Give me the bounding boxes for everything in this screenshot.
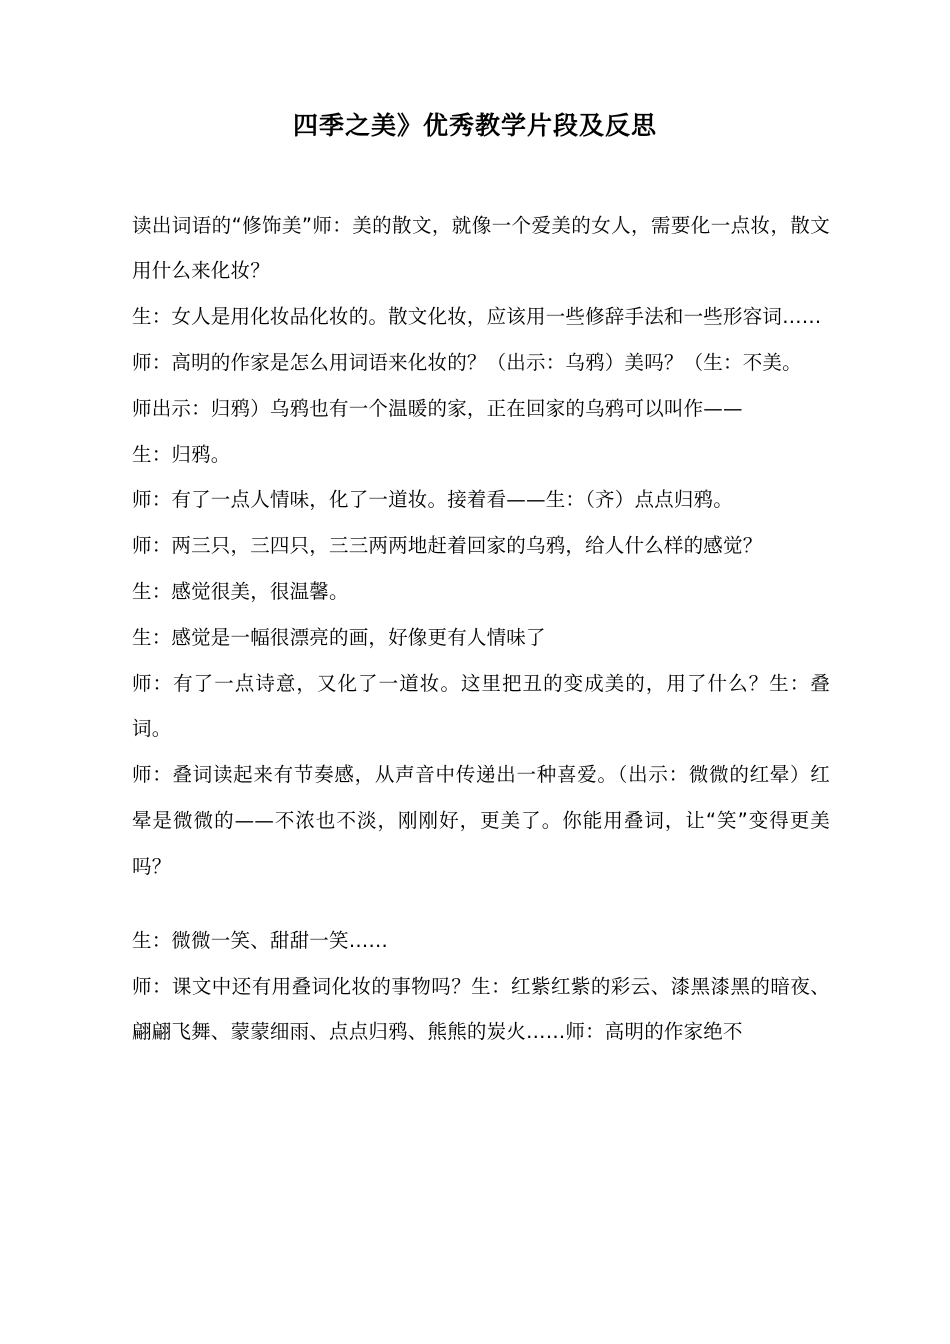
page-title: 四季之美》优秀教学片段及反思 [292,111,657,140]
paragraph: 师：两三只，三四只，三三两两地赶着回家的乌鸦，给人什么样的感觉？ [132,534,763,558]
paragraph: 师：叠词读起来有节奏感，从声音中传递出一种喜爱。（出示：微微的红晕）红晕是微微的——不浓也不淡，刚刚好，更美了。你能用叠词，让“笑”变得更美吗？ [132,763,830,878]
paragraph: 生：女人是用化妆品化妆的。散文化妆，应该用一些修辞手法和一些形容词…… [132,305,822,329]
paragraph: 师：有了一点诗意，又化了一道妆。这里把丑的变成美的，用了什么？生：叠词。 [132,671,830,741]
paragraph: 师出示：归鸦）乌鸦也有一个温暖的家，正在回家的乌鸦可以叫作—— [132,396,743,420]
paragraph: 读出词语的“修饰美”师：美的散文，就像一个爱美的女人，需要化一点妆，散文用什么来化妆？ [132,213,830,283]
paragraph: 生：微微一笑、甜甜一笑…… [132,928,389,952]
paragraph: 师：有了一点人情味，化了一道妆。接着看——生：（齐）点点归鸦。 [132,488,733,512]
paragraph-spacer [132,890,830,918]
paragraph: 生：感觉是一幅很漂亮的画，好像更有人情味了 [132,625,546,649]
paragraph: 师：高明的作家是怎么用词语来化妆的？（出示：乌鸦）美吗？（生：不美。 [132,350,802,374]
paragraph: 生：归鸦。 [132,442,231,466]
document-body [0,203,950,1056]
paragraph: 生：感觉很美，很温馨。 [132,580,349,603]
paragraph: 师：课文中还有用叠词化妆的事物吗？生：红紫红紫的彩云、漆黑漆黑的暗夜、翩翩飞舞、蒙蒙细雨、点点归鸦、熊熊的炭火……师：高明的作家绝不 [132,974,830,1044]
